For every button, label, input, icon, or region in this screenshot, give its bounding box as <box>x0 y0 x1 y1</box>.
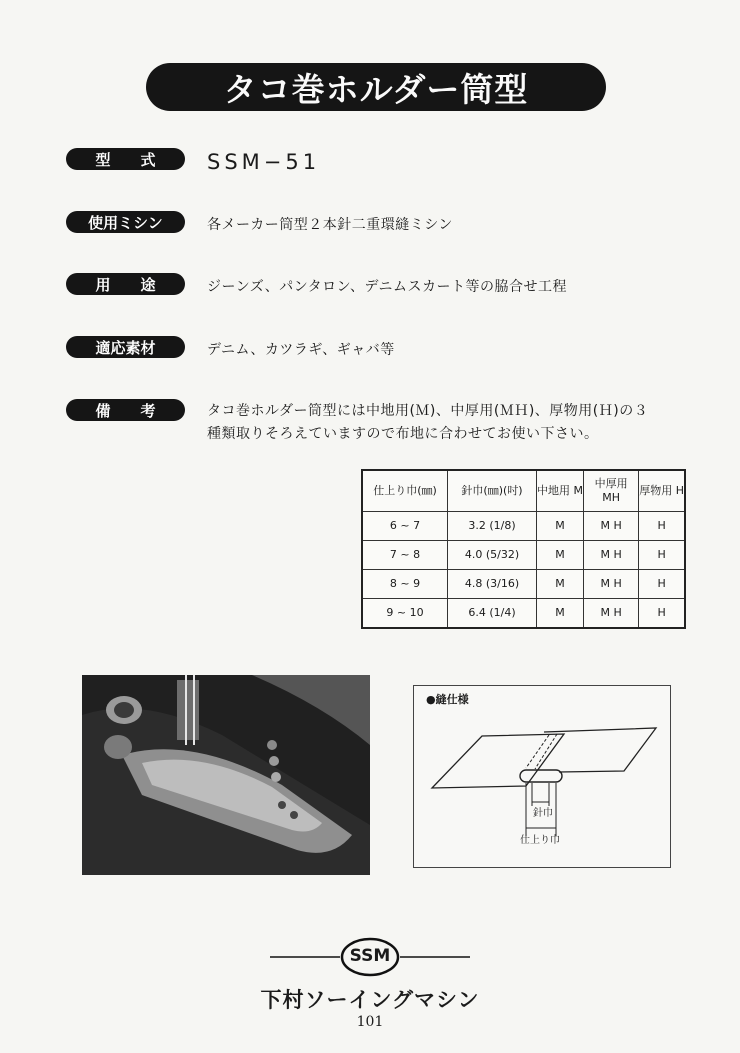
table-cell: H <box>639 598 685 628</box>
table-row <box>362 512 685 541</box>
needle-width-label: 針巾 <box>533 808 553 819</box>
product-photo <box>82 675 370 875</box>
table-cell: M <box>537 569 584 598</box>
label-remarks: 備 考 <box>66 399 185 421</box>
table-row <box>362 569 685 598</box>
table-cell: H <box>639 569 685 598</box>
table-cell: M H <box>583 512 638 541</box>
page-number: 101 <box>356 1014 384 1030</box>
header-finish-width: 仕上り巾(㎜) <box>362 470 448 512</box>
header-medium-heavy: 中厚用 MH <box>583 470 638 512</box>
finish-width-label: 仕上り巾 <box>520 835 560 846</box>
table-cell: 4.0 (5/32) <box>448 540 537 569</box>
logo-text: SSM <box>349 946 391 966</box>
page-title: タコ巻ホルダー筒型 <box>223 69 529 109</box>
table-cell: 4.8 (3/16) <box>448 569 537 598</box>
label-model: 型 式 <box>66 148 185 170</box>
table-cell: 8 ~ 9 <box>362 569 448 598</box>
table-row <box>362 598 685 628</box>
table-cell: M H <box>583 598 638 628</box>
seam-spec-diagram <box>413 685 671 868</box>
label-usage: 用 途 <box>66 273 185 295</box>
diagram-title: ●縫仕様 <box>426 693 469 706</box>
table-cell: 6.4 (1/4) <box>448 598 537 628</box>
table-cell: M <box>537 540 584 569</box>
table-cell: 6 ~ 7 <box>362 512 448 541</box>
sewing-machine-photo-icon <box>82 675 370 875</box>
table-cell: 3.2 (1/8) <box>448 512 537 541</box>
table-cell: M H <box>583 540 638 569</box>
table-cell: H <box>639 540 685 569</box>
remarks-line-2: 種類取りそろえていますので布地に合わせてお使い下さい。 <box>207 426 599 442</box>
header-needle-width: 針巾(㎜)(吋) <box>448 470 537 512</box>
value-machine: 各メーカー筒型２本針二重環縫ミシン <box>207 217 453 233</box>
label-machine: 使用ミシン <box>66 211 185 233</box>
header-medium: 中地用 M <box>537 470 584 512</box>
remarks-line-1: タコ巻ホルダー筒型には中地用(Ｍ)、中厚用(ＭＨ)、厚物用(Ｈ)の３ <box>207 403 649 419</box>
company-name: 下村ソーイングマシン <box>260 988 480 1012</box>
table-cell: 7 ~ 8 <box>362 540 448 569</box>
value-model: SSM−51 <box>207 150 321 174</box>
table-cell: M <box>537 512 584 541</box>
table-cell: M <box>537 598 584 628</box>
value-usage: ジーンズ、パンタロン、デニムスカート等の脇合せ工程 <box>207 279 567 295</box>
table-cell: H <box>639 512 685 541</box>
value-remarks <box>207 400 648 446</box>
title-banner <box>146 63 606 111</box>
header-heavy: 厚物用 H <box>639 470 685 512</box>
table-cell: 9 ~ 10 <box>362 598 448 628</box>
ssm-logo <box>270 935 470 983</box>
table-row <box>362 540 685 569</box>
table-cell: M H <box>583 569 638 598</box>
label-material: 適応素材 <box>66 336 185 358</box>
value-material: デニム、カツラギ、ギャバ等 <box>207 342 395 358</box>
spec-table <box>361 469 686 629</box>
